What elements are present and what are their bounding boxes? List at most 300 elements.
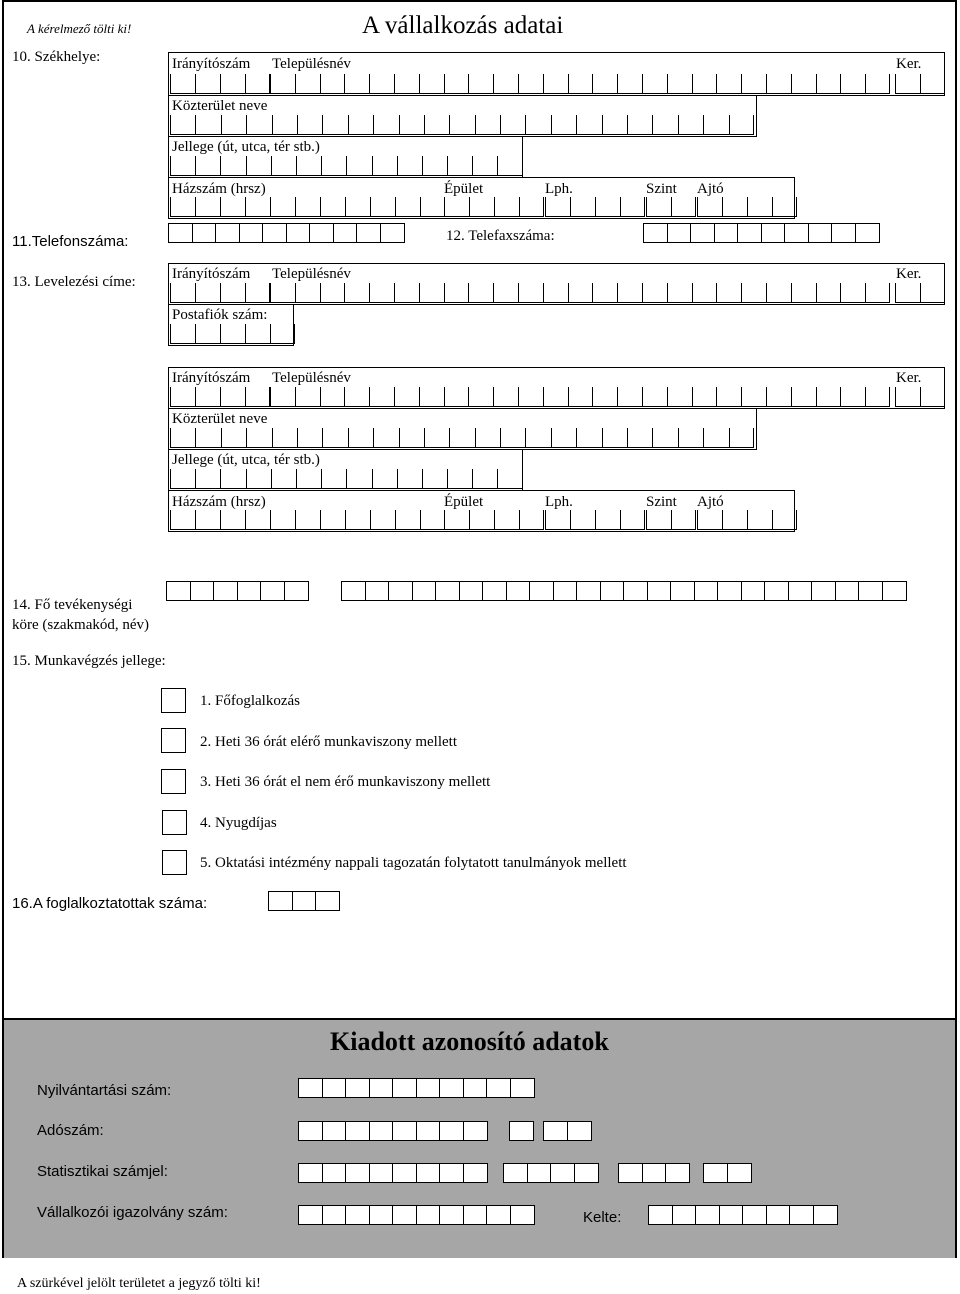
comb-cell[interactable] <box>722 510 747 530</box>
comb-cell[interactable] <box>493 74 518 94</box>
box-cell[interactable] <box>665 1163 690 1183</box>
comb-cell[interactable] <box>865 387 890 407</box>
box-cell[interactable] <box>503 1163 528 1183</box>
box-cell[interactable] <box>648 1205 673 1225</box>
comb-cell[interactable] <box>424 428 449 448</box>
checkbox-option-1[interactable] <box>161 688 186 713</box>
comb-cell[interactable] <box>420 197 445 217</box>
comb-cell[interactable] <box>595 510 620 530</box>
box-cell[interactable] <box>416 1078 441 1098</box>
levelezes2-hazszam-field[interactable] <box>170 510 445 530</box>
comb-cell[interactable] <box>220 324 245 344</box>
comb-cell[interactable] <box>295 387 320 407</box>
box-cell[interactable] <box>213 581 238 601</box>
comb-cell[interactable] <box>419 387 444 407</box>
comb-cell[interactable] <box>373 115 398 135</box>
comb-cell[interactable] <box>320 74 345 94</box>
comb-cell[interactable] <box>568 283 593 303</box>
comb-cell[interactable] <box>195 324 220 344</box>
comb-cell[interactable] <box>394 74 419 94</box>
comb-cell[interactable] <box>447 156 472 176</box>
box-cell[interactable] <box>761 223 786 243</box>
comb-cell[interactable] <box>697 197 722 217</box>
box-cell[interactable] <box>237 581 262 601</box>
telefax-field[interactable] <box>643 223 880 243</box>
comb-cell[interactable] <box>369 387 394 407</box>
box-cell[interactable] <box>192 223 217 243</box>
comb-cell[interactable] <box>895 74 920 94</box>
comb-cell[interactable] <box>345 510 370 530</box>
box-cell[interactable] <box>643 223 668 243</box>
comb-cell[interactable] <box>671 510 696 530</box>
comb-cell[interactable] <box>716 387 741 407</box>
comb-cell[interactable] <box>220 469 245 489</box>
comb-cell[interactable] <box>816 387 841 407</box>
box-cell[interactable] <box>239 223 264 243</box>
levelezes2-ajto-field[interactable] <box>697 510 797 530</box>
comb-cell[interactable] <box>493 283 518 303</box>
statisztikai-field-3[interactable] <box>618 1163 690 1183</box>
comb-cell[interactable] <box>370 197 395 217</box>
comb-cell[interactable] <box>221 115 246 135</box>
box-cell[interactable] <box>345 1205 370 1225</box>
comb-cell[interactable] <box>270 197 295 217</box>
comb-cell[interactable] <box>348 115 373 135</box>
box-cell[interactable] <box>600 581 625 601</box>
box-cell[interactable] <box>703 1163 728 1183</box>
levelezes2-jellege-field[interactable] <box>170 469 523 489</box>
comb-cell[interactable] <box>772 197 797 217</box>
box-cell[interactable] <box>858 581 883 601</box>
comb-cell[interactable] <box>895 387 920 407</box>
szekhely-ker-field[interactable] <box>895 74 945 94</box>
comb-cell[interactable] <box>344 283 369 303</box>
comb-cell[interactable] <box>444 197 469 217</box>
comb-cell[interactable] <box>741 283 766 303</box>
comb-cell[interactable] <box>322 428 347 448</box>
levelezes2-iranyitoszam-field[interactable] <box>170 387 270 407</box>
box-cell[interactable] <box>784 223 809 243</box>
comb-cell[interactable] <box>295 197 320 217</box>
box-cell[interactable] <box>215 223 240 243</box>
comb-cell[interactable] <box>519 510 544 530</box>
comb-cell[interactable] <box>716 283 741 303</box>
box-cell[interactable] <box>345 1078 370 1098</box>
box-cell[interactable] <box>262 223 287 243</box>
box-cell[interactable] <box>510 1205 535 1225</box>
comb-cell[interactable] <box>195 387 220 407</box>
comb-cell[interactable] <box>620 197 645 217</box>
comb-cell[interactable] <box>697 510 722 530</box>
box-cell[interactable] <box>835 581 860 601</box>
comb-cell[interactable] <box>920 74 945 94</box>
comb-cell[interactable] <box>270 74 295 94</box>
comb-cell[interactable] <box>642 283 667 303</box>
box-cell[interactable] <box>412 581 437 601</box>
comb-cell[interactable] <box>346 469 371 489</box>
box-cell[interactable] <box>737 223 762 243</box>
box-cell[interactable] <box>623 581 648 601</box>
comb-cell[interactable] <box>703 428 728 448</box>
comb-cell[interactable] <box>320 510 345 530</box>
comb-cell[interactable] <box>449 115 474 135</box>
comb-cell[interactable] <box>321 156 346 176</box>
szekhely-ajto-field[interactable] <box>697 197 797 217</box>
comb-cell[interactable] <box>270 324 295 344</box>
comb-cell[interactable] <box>195 115 220 135</box>
comb-cell[interactable] <box>568 387 593 407</box>
comb-cell[interactable] <box>246 428 271 448</box>
box-cell[interactable] <box>345 1163 370 1183</box>
box-cell[interactable] <box>260 581 285 601</box>
comb-cell[interactable] <box>468 74 493 94</box>
comb-cell[interactable] <box>475 115 500 135</box>
comb-cell[interactable] <box>370 510 395 530</box>
comb-cell[interactable] <box>617 283 642 303</box>
box-cell[interactable] <box>369 1163 394 1183</box>
comb-cell[interactable] <box>627 428 652 448</box>
comb-cell[interactable] <box>444 510 469 530</box>
comb-cell[interactable] <box>472 469 497 489</box>
comb-cell[interactable] <box>295 74 320 94</box>
comb-cell[interactable] <box>348 428 373 448</box>
comb-cell[interactable] <box>369 283 394 303</box>
szekhely-iranyitoszam-field[interactable] <box>170 74 270 94</box>
box-cell[interactable] <box>341 581 366 601</box>
box-cell[interactable] <box>742 1205 767 1225</box>
box-cell[interactable] <box>369 1121 394 1141</box>
comb-cell[interactable] <box>518 74 543 94</box>
adoszam-field-check[interactable] <box>509 1121 534 1141</box>
box-cell[interactable] <box>369 1078 394 1098</box>
box-cell[interactable] <box>298 1163 323 1183</box>
box-cell[interactable] <box>416 1205 441 1225</box>
comb-cell[interactable] <box>468 387 493 407</box>
box-cell[interactable] <box>670 581 695 601</box>
comb-cell[interactable] <box>865 74 890 94</box>
box-cell[interactable] <box>808 223 833 243</box>
box-cell[interactable] <box>388 581 413 601</box>
comb-cell[interactable] <box>525 428 550 448</box>
comb-cell[interactable] <box>543 387 568 407</box>
comb-cell[interactable] <box>716 74 741 94</box>
checkbox-option-3[interactable] <box>161 769 186 794</box>
comb-cell[interactable] <box>519 197 544 217</box>
comb-cell[interactable] <box>321 469 346 489</box>
comb-cell[interactable] <box>494 510 519 530</box>
comb-cell[interactable] <box>346 156 371 176</box>
comb-cell[interactable] <box>245 197 270 217</box>
adoszam-field-main[interactable] <box>298 1121 488 1141</box>
box-cell[interactable] <box>369 1205 394 1225</box>
box-cell[interactable] <box>486 1078 511 1098</box>
box-cell[interactable] <box>574 1163 599 1183</box>
comb-cell[interactable] <box>667 283 692 303</box>
comb-cell[interactable] <box>576 428 601 448</box>
comb-cell[interactable] <box>920 283 945 303</box>
comb-cell[interactable] <box>545 510 570 530</box>
comb-cell[interactable] <box>170 469 195 489</box>
comb-cell[interactable] <box>270 510 295 530</box>
box-cell[interactable] <box>672 1205 697 1225</box>
comb-cell[interactable] <box>372 156 397 176</box>
comb-cell[interactable] <box>602 428 627 448</box>
comb-cell[interactable] <box>497 469 522 489</box>
nyilvantartasi-field[interactable] <box>298 1078 535 1098</box>
box-cell[interactable] <box>463 1163 488 1183</box>
comb-cell[interactable] <box>422 156 447 176</box>
box-cell[interactable] <box>298 1078 323 1098</box>
comb-cell[interactable] <box>652 428 677 448</box>
comb-cell[interactable] <box>592 283 617 303</box>
comb-cell[interactable] <box>344 74 369 94</box>
comb-cell[interactable] <box>671 197 696 217</box>
box-cell[interactable] <box>268 891 293 911</box>
comb-cell[interactable] <box>394 283 419 303</box>
comb-cell[interactable] <box>245 324 270 344</box>
comb-cell[interactable] <box>895 283 920 303</box>
box-cell[interactable] <box>695 1205 720 1225</box>
box-cell[interactable] <box>392 1121 417 1141</box>
comb-cell[interactable] <box>667 387 692 407</box>
comb-cell[interactable] <box>766 387 791 407</box>
comb-cell[interactable] <box>518 387 543 407</box>
comb-cell[interactable] <box>494 197 519 217</box>
comb-cell[interactable] <box>369 74 394 94</box>
comb-cell[interactable] <box>220 156 245 176</box>
szekhely-telepules-field[interactable] <box>270 74 890 94</box>
box-cell[interactable] <box>315 891 340 911</box>
box-cell[interactable] <box>284 581 309 601</box>
comb-cell[interactable] <box>246 115 271 135</box>
box-cell[interactable] <box>667 223 692 243</box>
comb-cell[interactable] <box>617 387 642 407</box>
box-cell[interactable] <box>694 581 719 601</box>
comb-cell[interactable] <box>419 283 444 303</box>
comb-cell[interactable] <box>420 510 445 530</box>
comb-cell[interactable] <box>270 283 295 303</box>
comb-cell[interactable] <box>395 510 420 530</box>
comb-cell[interactable] <box>518 283 543 303</box>
comb-cell[interactable] <box>551 428 576 448</box>
comb-cell[interactable] <box>667 74 692 94</box>
box-cell[interactable] <box>322 1163 347 1183</box>
szekhely-hazszam-field[interactable] <box>170 197 445 217</box>
comb-cell[interactable] <box>449 428 474 448</box>
box-cell[interactable] <box>439 1163 464 1183</box>
comb-cell[interactable] <box>170 324 195 344</box>
box-cell[interactable] <box>463 1121 488 1141</box>
box-cell[interactable] <box>463 1205 488 1225</box>
comb-cell[interactable] <box>551 115 576 135</box>
comb-cell[interactable] <box>246 156 271 176</box>
comb-cell[interactable] <box>245 510 270 530</box>
comb-cell[interactable] <box>692 74 717 94</box>
comb-cell[interactable] <box>469 510 494 530</box>
levelezes2-telepules-field[interactable] <box>270 387 890 407</box>
comb-cell[interactable] <box>692 283 717 303</box>
comb-cell[interactable] <box>493 387 518 407</box>
comb-cell[interactable] <box>394 387 419 407</box>
statisztikai-field-4[interactable] <box>703 1163 752 1183</box>
box-cell[interactable] <box>392 1078 417 1098</box>
comb-cell[interactable] <box>729 428 754 448</box>
comb-cell[interactable] <box>444 74 469 94</box>
szekhely-epulet-field[interactable] <box>444 197 544 217</box>
comb-cell[interactable] <box>791 74 816 94</box>
box-cell[interactable] <box>550 1163 575 1183</box>
comb-cell[interactable] <box>469 197 494 217</box>
box-cell[interactable] <box>439 1205 464 1225</box>
comb-cell[interactable] <box>595 197 620 217</box>
box-cell[interactable] <box>298 1121 323 1141</box>
box-cell[interactable] <box>439 1078 464 1098</box>
box-cell[interactable] <box>322 1121 347 1141</box>
comb-cell[interactable] <box>500 428 525 448</box>
comb-cell[interactable] <box>444 387 469 407</box>
comb-cell[interactable] <box>170 387 195 407</box>
comb-cell[interactable] <box>642 387 667 407</box>
box-cell[interactable] <box>439 1121 464 1141</box>
box-cell[interactable] <box>486 1205 511 1225</box>
comb-cell[interactable] <box>620 510 645 530</box>
comb-cell[interactable] <box>195 428 220 448</box>
telefon-field[interactable] <box>168 223 405 243</box>
comb-cell[interactable] <box>195 156 220 176</box>
levelezes2-szint-field[interactable] <box>646 510 696 530</box>
box-cell[interactable] <box>727 1163 752 1183</box>
box-cell[interactable] <box>298 1205 323 1225</box>
comb-cell[interactable] <box>444 283 469 303</box>
box-cell[interactable] <box>286 223 311 243</box>
comb-cell[interactable] <box>271 469 296 489</box>
comb-cell[interactable] <box>272 115 297 135</box>
comb-cell[interactable] <box>475 428 500 448</box>
comb-cell[interactable] <box>245 283 270 303</box>
szekhely-jellege-field[interactable] <box>170 156 523 176</box>
comb-cell[interactable] <box>170 510 195 530</box>
szakmakod-field[interactable] <box>166 581 309 601</box>
comb-cell[interactable] <box>543 283 568 303</box>
box-cell[interactable] <box>789 1205 814 1225</box>
comb-cell[interactable] <box>322 115 347 135</box>
box-cell[interactable] <box>365 581 390 601</box>
levelezes2-kozterulet-field[interactable] <box>170 428 754 448</box>
box-cell[interactable] <box>553 581 578 601</box>
comb-cell[interactable] <box>747 197 772 217</box>
comb-cell[interactable] <box>272 428 297 448</box>
comb-cell[interactable] <box>221 428 246 448</box>
levelezes2-epulet-field[interactable] <box>444 510 544 530</box>
box-cell[interactable] <box>813 1205 838 1225</box>
box-cell[interactable] <box>322 1078 347 1098</box>
comb-cell[interactable] <box>344 387 369 407</box>
comb-cell[interactable] <box>865 283 890 303</box>
comb-cell[interactable] <box>543 74 568 94</box>
comb-cell[interactable] <box>646 510 671 530</box>
comb-cell[interactable] <box>678 428 703 448</box>
comb-cell[interactable] <box>195 283 220 303</box>
szekhely-kozterulet-field[interactable] <box>170 115 754 135</box>
comb-cell[interactable] <box>766 74 791 94</box>
comb-cell[interactable] <box>297 115 322 135</box>
comb-cell[interactable] <box>220 197 245 217</box>
comb-cell[interactable] <box>741 387 766 407</box>
box-cell[interactable] <box>764 581 789 601</box>
comb-cell[interactable] <box>840 387 865 407</box>
box-cell[interactable] <box>292 891 317 911</box>
box-cell[interactable] <box>717 581 742 601</box>
comb-cell[interactable] <box>245 74 270 94</box>
comb-cell[interactable] <box>472 156 497 176</box>
comb-cell[interactable] <box>840 74 865 94</box>
box-cell[interactable] <box>510 1078 535 1098</box>
box-cell[interactable] <box>168 223 193 243</box>
box-cell[interactable] <box>463 1078 488 1098</box>
box-cell[interactable] <box>529 581 554 601</box>
comb-cell[interactable] <box>422 469 447 489</box>
box-cell[interactable] <box>882 581 907 601</box>
statisztikai-field-1[interactable] <box>298 1163 488 1183</box>
comb-cell[interactable] <box>568 74 593 94</box>
statisztikai-field-2[interactable] <box>503 1163 599 1183</box>
comb-cell[interactable] <box>741 74 766 94</box>
comb-cell[interactable] <box>297 428 322 448</box>
comb-cell[interactable] <box>791 387 816 407</box>
comb-cell[interactable] <box>570 197 595 217</box>
comb-cell[interactable] <box>195 197 220 217</box>
box-cell[interactable] <box>576 581 601 601</box>
box-cell[interactable] <box>333 223 358 243</box>
box-cell[interactable] <box>380 223 405 243</box>
box-cell[interactable] <box>435 581 460 601</box>
comb-cell[interactable] <box>220 283 245 303</box>
comb-cell[interactable] <box>692 387 717 407</box>
adoszam-field-area[interactable] <box>543 1121 592 1141</box>
box-cell[interactable] <box>811 581 836 601</box>
box-cell[interactable] <box>416 1121 441 1141</box>
comb-cell[interactable] <box>399 428 424 448</box>
comb-cell[interactable] <box>447 469 472 489</box>
box-cell[interactable] <box>855 223 880 243</box>
comb-cell[interactable] <box>424 115 449 135</box>
comb-cell[interactable] <box>345 197 370 217</box>
box-cell[interactable] <box>322 1205 347 1225</box>
comb-cell[interactable] <box>419 74 444 94</box>
comb-cell[interactable] <box>170 428 195 448</box>
comb-cell[interactable] <box>397 156 422 176</box>
comb-cell[interactable] <box>220 74 245 94</box>
szekhely-lph-field[interactable] <box>545 197 645 217</box>
igazolvany-field[interactable] <box>298 1205 535 1225</box>
box-cell[interactable] <box>356 223 381 243</box>
comb-cell[interactable] <box>642 74 667 94</box>
comb-cell[interactable] <box>576 115 601 135</box>
comb-cell[interactable] <box>296 156 321 176</box>
levelezes-iranyitoszam-field[interactable] <box>170 283 270 303</box>
comb-cell[interactable] <box>816 74 841 94</box>
comb-cell[interactable] <box>220 387 245 407</box>
box-cell[interactable] <box>392 1163 417 1183</box>
comb-cell[interactable] <box>570 510 595 530</box>
kelte-field[interactable] <box>648 1205 838 1225</box>
comb-cell[interactable] <box>170 283 195 303</box>
box-cell[interactable] <box>766 1205 791 1225</box>
tevekenyseg-nev-field[interactable] <box>341 581 907 601</box>
comb-cell[interactable] <box>320 197 345 217</box>
comb-cell[interactable] <box>722 197 747 217</box>
comb-cell[interactable] <box>617 74 642 94</box>
